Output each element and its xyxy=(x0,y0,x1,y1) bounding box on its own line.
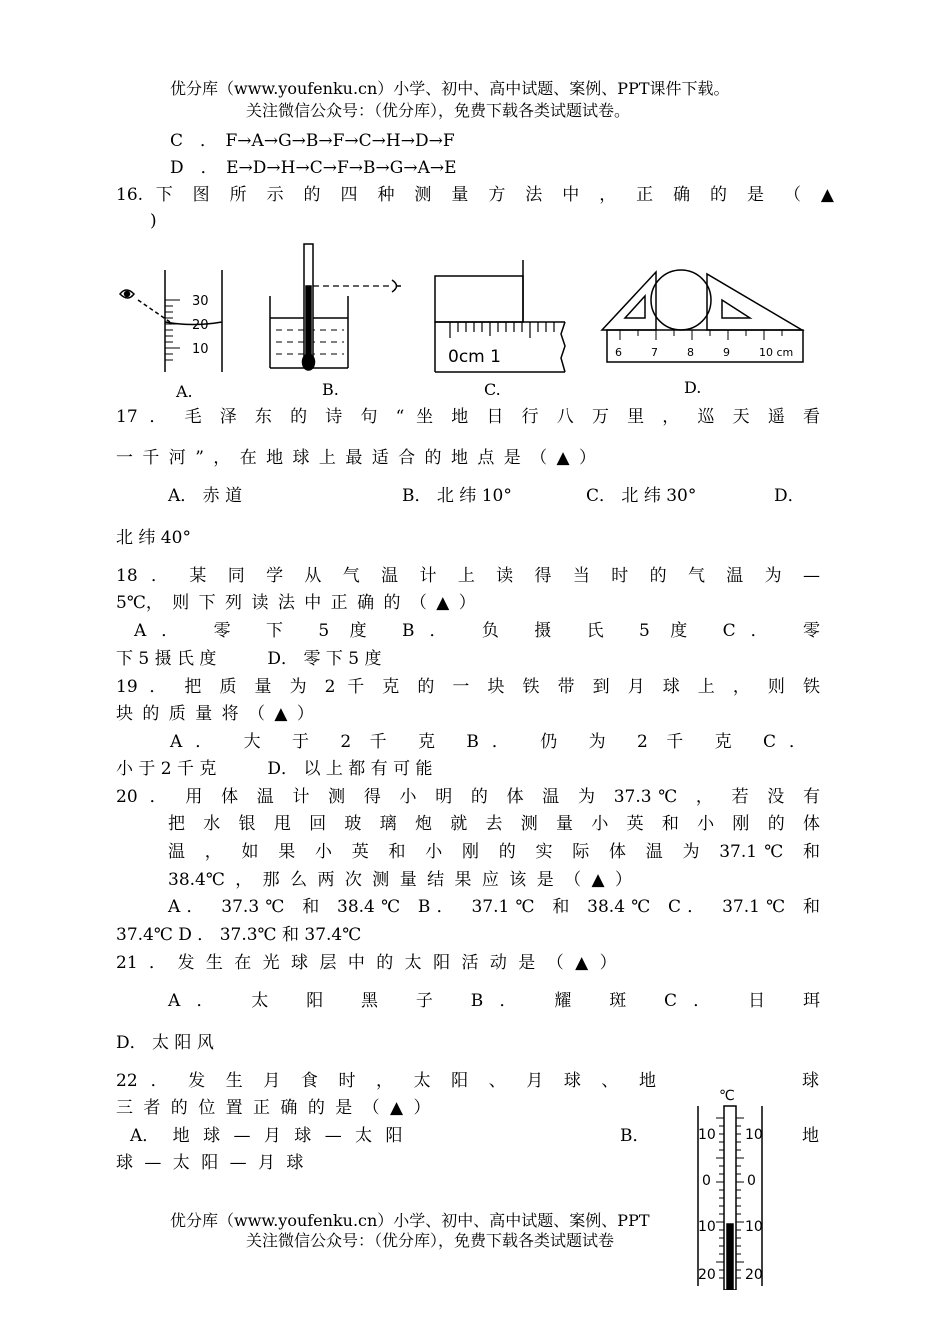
figure-a-tick-20: 20 xyxy=(192,318,209,333)
q17-line-1: 17 ． 毛 泽 东 的 诗 句 “ 坐 地 日 行 八 万 里 ， 巡 天 遥 看 xyxy=(116,407,820,427)
q21-line-1: 21 ． 发 生 在 光 球 层 中 的 太 阳 活 动 是 （ ▲ ） xyxy=(116,953,617,973)
thermometer-right-10-bottom: 10 xyxy=(745,1219,763,1235)
thermometer-figure xyxy=(690,1084,770,1290)
thermometer-right-20: 20 xyxy=(745,1267,763,1283)
figure-a-tick-10: 10 xyxy=(192,342,209,357)
q15-option-d: D ． E→D→H→C→F→B→G→A→E xyxy=(170,158,457,178)
q18-line-2: 5℃， 则 下 列 读 法 中 正 确 的 （ ▲ ） xyxy=(116,593,476,613)
q17-option-a: A． 赤 道 xyxy=(168,486,243,506)
q22-option-a: A． 地 球 — 月 球 — 太 阳 xyxy=(130,1126,403,1146)
footer-line-1: 优分库（www.youfenku.cn）小学、初中、高中试题、案例、PPT xyxy=(170,1211,650,1230)
q21-line-2: A． 太 阳 黑 子 B． 耀 斑 C． 日 珥 xyxy=(168,991,820,1011)
figure-label-d: D. xyxy=(684,378,702,397)
thermometer-left-10-bottom: 10 xyxy=(698,1219,716,1235)
q18-line-3: A． 零 下 5 度 B． 负 摄 氏 5 度 C． 零 xyxy=(134,621,820,641)
q22-line-4: 球 — 太 阳 — 月 球 xyxy=(116,1153,304,1173)
q19-line-4: 小 于 2 千 克 D． 以 上 都 有 可 能 xyxy=(116,759,433,779)
q20-line-3: 温 ， 如 果 小 英 和 小 刚 的 实 际 体 温 为 37.1℃ 和 xyxy=(168,842,820,862)
q19-line-1: 19 ． 把 质 量 为 2 千 克 的 一 块 铁 带 到 月 球 上 ， 则 铁 xyxy=(116,677,820,697)
q22-option-b: B． xyxy=(620,1126,650,1146)
q17-line-2: 一 千 河 ” ， 在 地 球 上 最 适 合 的 地 点 是 （ ▲ ） xyxy=(116,448,597,468)
q17-option-b: B． 北 纬 10° xyxy=(402,486,512,506)
q15-option-c: C ． F→A→G→B→F→C→H→D→F xyxy=(170,131,455,151)
q22-option-b-text: 地 xyxy=(802,1126,819,1146)
thermometer-right-0: 0 xyxy=(747,1173,756,1189)
q20-line-5: A． 37.3℃ 和 38.4℃ B． 37.1℃ 和 38.4℃ C． 37.1℃ 和 xyxy=(168,897,820,917)
q21-line-3: D． 太 阳 风 xyxy=(116,1033,214,1053)
header-line-1: 优分库（www.youfenku.cn）小学、初中、高中试题、案例、PPT课件下载。 xyxy=(170,79,730,98)
q22-line-2: 三 者 的 位 置 正 确 的 是 （ ▲ ） xyxy=(116,1098,431,1118)
figure-d-tick-7: 7 xyxy=(651,346,658,359)
thermometer-right-10-top: 10 xyxy=(745,1127,763,1143)
q19-line-2: 块 的 质 量 将 （ ▲ ） xyxy=(116,704,314,724)
q16-stem: 16. 下 图 所 示 的 四 种 测 量 方 法 中 ， 正 确 的 是 （ ▲ xyxy=(116,185,834,205)
footer-line-2: 关注微信公众号：（优分库），免费下载各类试题试卷 xyxy=(246,1231,615,1250)
q18-line-4: 下 5 摄 氏 度 D． 零 下 5 度 xyxy=(116,649,382,669)
q22-line-1: 22 ． 发 生 月 食 时 ， 太 阳 、 月 球 、 地 xyxy=(116,1071,656,1091)
figure-a-tick-30: 30 xyxy=(192,294,209,309)
figure-label-a: A. xyxy=(176,382,193,401)
q20-line-1: 20 ． 用 体 温 计 测 得 小 明 的 体 温 为 37.3℃ ， 若 没 有 xyxy=(116,787,820,807)
figure-d-tick-10cm: 10 cm xyxy=(759,346,794,359)
figure-b-beaker xyxy=(270,244,401,370)
q22-line-1-end: 球 xyxy=(802,1071,819,1091)
figure-label-b: B. xyxy=(322,380,339,399)
q17-line-4: 北 纬 40° xyxy=(116,528,191,548)
q17-option-d: D． xyxy=(774,486,805,506)
figure-d-tick-9: 9 xyxy=(723,346,730,359)
figure-d-tick-8: 8 xyxy=(687,346,694,359)
q17-option-c: C． 北 纬 30° xyxy=(586,486,697,506)
header-line-2: 关注微信公众号：（优分库），免费下载各类试题试卷。 xyxy=(246,101,631,120)
q20-line-6: 37.4℃ D ． 37.3℃ 和 37.4℃ xyxy=(116,925,362,945)
q16-stem-end: ) xyxy=(150,211,157,231)
q19-line-3: A． 大 于 2 千 克 B． 仍 为 2 千 克 C． xyxy=(170,732,806,752)
figure-c-scale: 0cm 1 xyxy=(448,347,501,367)
q16-figures xyxy=(110,238,820,378)
thermometer-left-0: 0 xyxy=(702,1173,711,1189)
q20-line-2: 把 水 银 甩 回 玻 璃 炮 就 去 测 量 小 英 和 小 刚 的 体 xyxy=(168,814,820,834)
figure-label-c: C. xyxy=(484,380,501,399)
thermometer-unit: ℃ xyxy=(719,1088,735,1104)
q20-line-4: 38.4℃ ， 那 么 两 次 测 量 结 果 应 该 是 （ ▲ ） xyxy=(168,870,632,890)
figure-d-tick-6: 6 xyxy=(615,346,622,359)
thermometer-left-10-top: 10 xyxy=(698,1127,716,1143)
thermometer-left-20: 20 xyxy=(698,1267,716,1283)
q18-line-1: 18 ． 某 同 学 从 气 温 计 上 读 得 当 时 的 气 温 为 — xyxy=(116,566,820,586)
